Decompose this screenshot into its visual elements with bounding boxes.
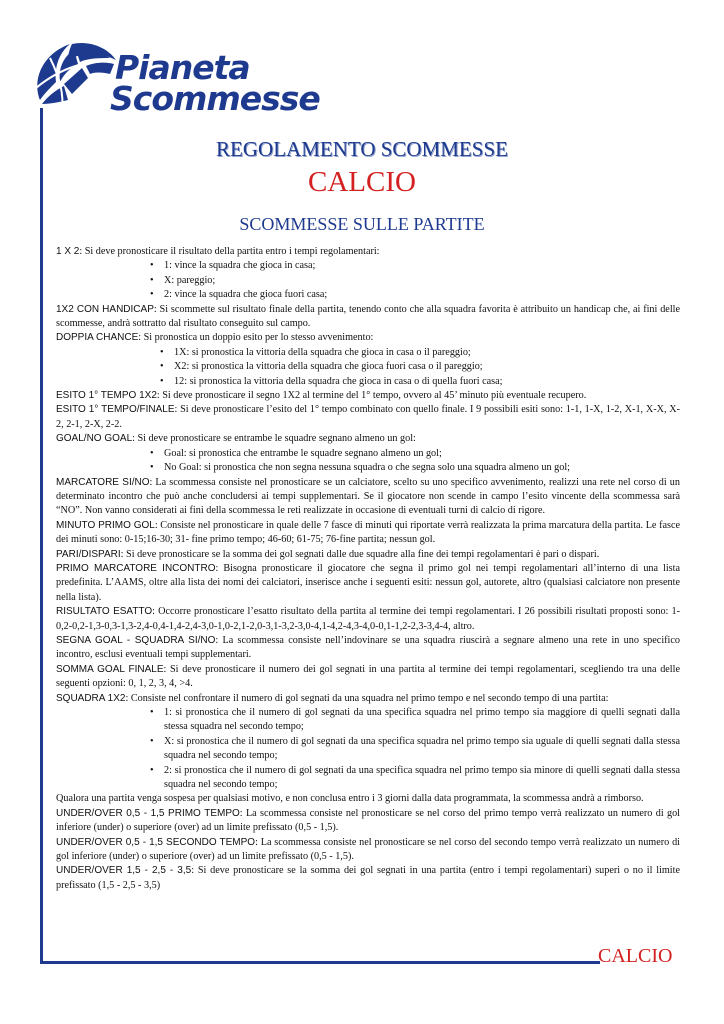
rule-handicap xyxy=(56,303,680,332)
rule-text: : Consiste nel pronosticare in quale delle 7 fasce di minuti qui riportate verrà realizzata la prima marcatura della partita. Le fasce dei minuti sono: 0-15;16-30; 31- fine primo tempo; 46-60; 61-75; 76-fine partita; nessun gol. xyxy=(56,519,680,546)
rule-text: : Consiste nel confrontare il numero di gol segnati da una squadra nel primo tempo e nel secondo tempo di una partita: xyxy=(125,692,609,704)
logo-text-pianeta: Pianeta xyxy=(115,48,250,87)
rule-text: : Si deve pronosticare se la somma dei gol segnati in una partita (entro i tempi regolamentari) superi o no il limite prefissato (1,5 - 2,5 - 3,5) xyxy=(56,865,680,891)
rule-text: : Si scommette sul risultato finale della partita, tenendo conto che alla squadra favorita è attribuito un handicap che, ai fini delle scommesse, andrà sottratto dal risultato conseguito sul campo. xyxy=(56,303,681,330)
rule-goal-no-goal xyxy=(56,432,680,446)
rule-text: : Si deve pronosticare il numero dei gol segnati in una partita al termine dei tempi regolamentari, scegliendo tra una delle seguenti opzioni: 0, 1, 2, 3, 4, >4. xyxy=(56,663,680,690)
rule-marcatore xyxy=(56,476,680,519)
rule-term: ESITO 1° TEMPO/FINALE xyxy=(56,404,175,416)
footer-label: CALCIO xyxy=(598,945,673,967)
rule-minuto-primo-gol xyxy=(56,519,680,548)
rule-term: 1 X 2 xyxy=(56,246,80,257)
rule-term: UNDER/OVER 1,5 - 2,5 - 3,5 xyxy=(56,865,192,877)
rule-term: MINUTO PRIMO GOL xyxy=(56,519,155,531)
rule-under-over-secondo xyxy=(56,836,680,865)
rule-segna-goal xyxy=(56,634,680,663)
frame-bottom-border xyxy=(40,961,600,964)
rule-esito-primo-tempo xyxy=(56,389,680,403)
rule-under-over-primo xyxy=(56,807,680,836)
bullet-list xyxy=(146,259,680,302)
list-item: • X: si pronostica che il numero di gol segnati da una specifica squadra nel primo tempo sia uguale di quelli segnati dalla stessa squadra nel secondo tempo; xyxy=(146,735,680,764)
rules-body xyxy=(56,245,680,893)
rule-term: SOMMA GOAL FINALE xyxy=(56,663,164,675)
section-title: SCOMMESSE SULLE PARTITE xyxy=(239,214,485,234)
rule-text: : Si deve pronosticare se entrambe le squadre segnano almeno un gol: xyxy=(132,433,416,445)
rule-term: MARCATORE SI/NO xyxy=(56,476,150,488)
rule-squadra-1x2 xyxy=(56,692,680,706)
rule-term: PARI/DISPARI xyxy=(56,548,121,560)
bullet-list xyxy=(156,346,680,389)
frame-left-border xyxy=(40,108,43,964)
list-item: • X2: si pronostica la vittoria della squadra che gioca fuori casa o il pareggio; xyxy=(156,360,680,374)
sport-title: CALCIO xyxy=(308,166,416,198)
list-item: • 1: vince la squadra che gioca in casa; xyxy=(146,259,680,273)
list-item: • 2: si pronostica che il numero di gol segnati da una specifica squadra nel primo tempo sia minore di quelli segnati dalla stessa squadra nel secondo tempo; xyxy=(146,764,680,793)
suspension-note: Qualora una partita venga sospesa per qualsiasi motivo, e non conclusa entro i 3 giorni dalla data programmata, la scommessa andrà a rimborso. xyxy=(56,793,644,805)
rule-text: : La scommessa consiste nel pronosticare se nel corso del primo tempo verrà realizzato un numero di gol inferiore (under) o superiore (over) ad un limite prefissato (0,5 - 1,5). xyxy=(56,807,681,834)
list-item: • 1X: si pronostica la vittoria della squadra che gioca in casa o il pareggio; xyxy=(156,346,680,360)
rule-doppia-chance xyxy=(56,331,680,345)
list-item: • 1: si pronostica che il numero di gol segnati da una specifica squadra nel primo tempo sia maggiore di quelli segnati dalla stessa squadra nel secondo tempo; xyxy=(146,706,680,735)
rule-1x2 xyxy=(56,245,680,259)
list-item: • 12: si pronostica la vittoria della squadra che gioca in casa o di quella fuori casa; xyxy=(156,375,680,389)
rule-text: : La scommessa consiste nel pronosticare se nel corso del secondo tempo verrà realizzato un numero di gol inferiore (under) o superiore (over) ad un limite prefissato (0,5 - 1,5). xyxy=(56,836,680,863)
page-title: REGOLAMENTO SCOMMESSE xyxy=(216,137,508,161)
rule-pari-dispari xyxy=(56,548,680,562)
rule-text: : La scommessa consiste nell’indovinare se una squadra riuscirà a segnare almeno una rete in uno specifico incontro, esclusi eventuali tempi supplementari. xyxy=(56,634,680,661)
list-item: • X: pareggio; xyxy=(146,274,680,288)
rule-term: PRIMO MARCATORE INCONTRO xyxy=(56,562,216,574)
rule-text: : Si deve pronosticare l’esito del 1° tempo combinato con quello finale. I 9 possibili esiti sono: 1-1, 1-X, 1-2, X-1, X-X, X-2, 2-1, 2-X, 2-2. xyxy=(56,404,681,430)
rule-term: UNDER/OVER 0,5 - 1,5 PRIMO TEMPO xyxy=(56,807,240,819)
rule-term: ESITO 1° TEMPO 1X2 xyxy=(56,390,157,402)
rule-term: 1X2 CON HANDICAP xyxy=(56,303,154,315)
rule-esito-tempo-finale xyxy=(56,403,680,432)
bullet-list xyxy=(146,706,680,792)
rule-term: GOAL/NO GOAL xyxy=(56,433,133,445)
list-item: • 2: vince la squadra che gioca fuori casa; xyxy=(146,288,680,302)
rule-text: : Si deve pronosticare il segno 1X2 al termine del 1° tempo, ovvero al 45’ minuto più eventuale recupero. xyxy=(156,390,587,402)
rule-text: : Si deve pronosticare il risultato della partita entro i tempi regolamentari: xyxy=(79,246,380,257)
rule-under-over-totale xyxy=(56,864,680,893)
rule-risultato-esatto xyxy=(56,605,680,634)
rule-text: : Occorre pronosticare l’esatto risultato della partita al termine dei tempi regolamentari. I 26 possibili risultati proposti sono: 1-0,2-0,2-1,3-0,3-1,3-2,4-0,4-1,4-2,4-3,0-1,0-2,1-2,0-3,1-3,2-3,0-4,1-4,2-4,3-4,0-0,1-1,2-2,3-3,4-4, altro. xyxy=(56,606,680,632)
rule-primo-marcatore xyxy=(56,562,680,605)
rule-term: SEGNA GOAL - SQUADRA SI/NO xyxy=(56,634,216,646)
rule-text: : Si deve pronosticare se la somma dei gol segnati dalle due squadre alla fine dei tempi regolamentari è pari o dispari. xyxy=(120,548,600,560)
logo-text-scommesse: Scommesse xyxy=(110,79,320,118)
rule-term: UNDER/OVER 0,5 - 1,5 SECONDO TEMPO xyxy=(56,836,256,848)
list-item: • Goal: si pronostica che entrambe le squadre segnano almeno un gol; xyxy=(146,447,680,461)
bullet-list xyxy=(146,447,680,476)
rule-somma-goal xyxy=(56,663,680,692)
rule-text: : La scommessa consiste nel pronosticare se un calciatore, scelto su uno specifico avvenimento, realizzi una rete nel corso di un determinato incontro che può anche concludersi ai tempi supplementari. Se il giocatore non scende in campo l’esito vincente della scommessa sarà “NO”. Non vanno considerati ai fini della scommessa le reti realizzate in occasione di eventuali turni di calcio di rigore. xyxy=(56,476,680,517)
rule-text: : Si pronostica un doppio esito per lo stesso avvenimento: xyxy=(138,332,374,344)
list-item: • No Goal: si pronostica che non segna nessuna squadra o che segna solo una squadra almeno un gol; xyxy=(146,461,680,475)
rule-term: DOPPIA CHANCE xyxy=(56,332,139,344)
globe-logo-icon xyxy=(30,38,120,118)
rule-term: RISULTATO ESATTO xyxy=(56,606,153,618)
rule-text: : Bisogna pronosticare il giocatore che segna il primo gol nei tempi regolamentari all’interno di una lista predefinita. L’AAMS, oltre alla lista dei nomi dei calciatori, inserisce anche i seguenti esiti: nessun gol, autorete, altro (qualsiasi calciatore non presente nella lista). xyxy=(56,562,680,603)
rule-term: SQUADRA 1X2 xyxy=(56,692,126,704)
